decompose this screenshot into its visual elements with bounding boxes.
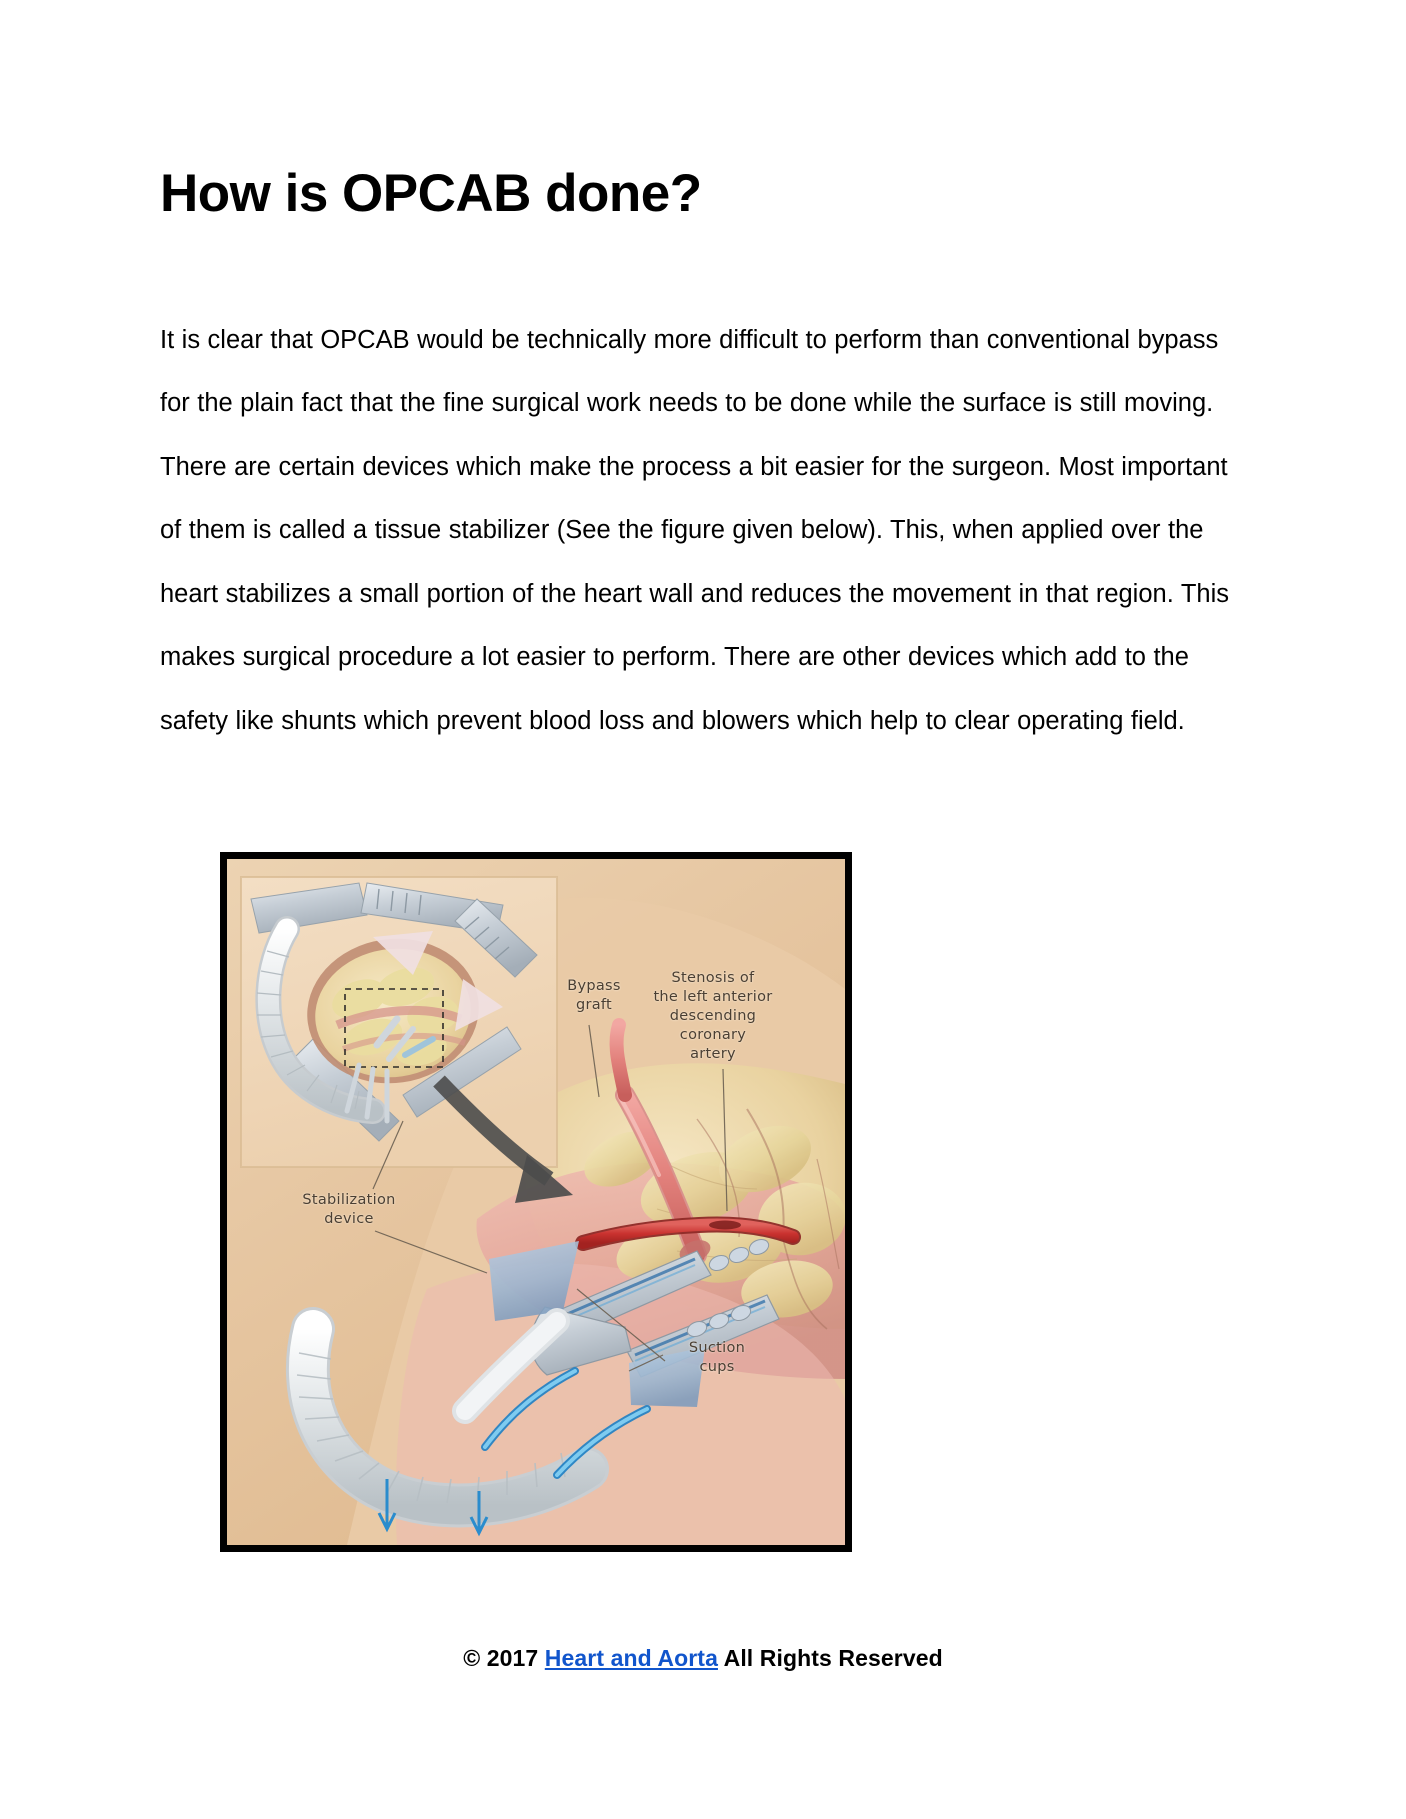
footer-link-heart-and-aorta[interactable]: Heart and Aorta [544,1645,718,1671]
footer-copyright-suffix: All Rights Reserved [717,1645,943,1671]
figure-label-stenosis: Stenosis of the left anterior descending coronary artery [653,970,773,1062]
figure-label-suction-cups: Suction cups [688,1340,746,1375]
footer-copyright-prefix: © 2017 [463,1645,545,1671]
figure-label-stabilization-device: Stabilization device [302,1192,396,1227]
figure-label-bypass-graft: Bypass graft [567,978,621,1013]
figure-frame [220,852,852,1552]
figure-container [220,852,852,1552]
page-title: How is OPCAB done? [160,164,702,223]
footer [0,1645,1406,1672]
body-paragraph: It is clear that OPCAB would be technically more difficult to perform than conventional bypass for the plain fact that the fine surgical work needs to be done while the surface is still moving. There are certain devices which make the process a bit easier for the surgeon. Most important of them is called a tissue stabilizer (See the figure given below). This, when applied over the heart stabilizes a small portion of the heart wall and reduces the movement in that region. This makes surgical procedure a lot easier to perform. There are other devices which add to the safety like shunts which prevent blood loss and blowers which help to clear operating field. [160,325,1229,735]
surgical-illustration [227,859,845,1545]
